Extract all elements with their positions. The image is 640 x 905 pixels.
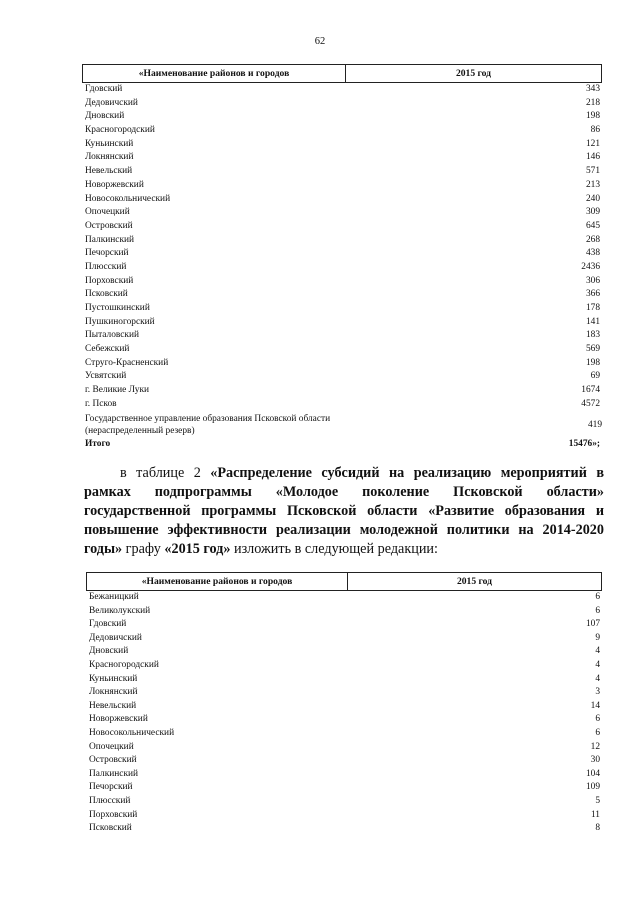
table-row [86, 618, 602, 632]
row-value: 14 [590, 700, 600, 711]
row-value: 240 [585, 193, 600, 204]
row-name: Палкинский [85, 234, 135, 245]
row-value: 571 [585, 166, 600, 177]
row-value: 419 [587, 419, 602, 430]
table-row [82, 275, 602, 289]
row-value: 30 [590, 755, 600, 766]
row-value: 198 [585, 357, 600, 368]
table-row [86, 700, 602, 714]
table-row [86, 659, 602, 673]
row-value: 645 [585, 220, 600, 231]
row-value: 4572 [581, 398, 600, 409]
row-value: 104 [585, 768, 600, 779]
table-row [82, 97, 602, 111]
table-row [82, 220, 602, 234]
table-row [82, 398, 602, 412]
table-row [82, 124, 602, 138]
amendment-text: в таблице 2 [120, 465, 211, 481]
row-value: 6 [595, 605, 600, 616]
table-row [86, 741, 602, 755]
table-row [82, 302, 602, 316]
row-name: Куньинский [89, 673, 138, 684]
row-name: Псковский [85, 289, 128, 300]
row-value: 146 [585, 152, 600, 163]
table-row [82, 151, 602, 165]
row-value: 109 [585, 782, 600, 793]
table-header [82, 64, 602, 83]
row-name: Красногородский [89, 659, 159, 670]
row-name: Дновский [85, 111, 125, 122]
row-name: Себежский [85, 344, 130, 355]
row-value: 213 [585, 179, 600, 190]
column-header-name: «Наименование районов и городов [83, 65, 346, 82]
row-value: 12 [590, 741, 600, 752]
row-value: 3 [595, 687, 600, 698]
page-number: 62 [314, 36, 326, 47]
table-row [86, 768, 602, 782]
row-name: Государственное управление образования Псковской области (нераспределенный резерв) [85, 413, 331, 436]
amendment-column-name: «2015 год» [164, 541, 231, 557]
row-name: Локнянский [85, 152, 134, 163]
row-value: 2436 [581, 261, 600, 272]
row-value: 6 [595, 592, 600, 602]
row-name: Бежаницкий [89, 592, 139, 602]
row-name: Островский [89, 755, 137, 766]
row-value: 107 [585, 619, 600, 630]
table-row [86, 781, 602, 795]
total-value: 15476»; [568, 438, 600, 449]
table-row [86, 795, 602, 809]
amendment-text: изложить в следующей редакции: [230, 541, 438, 557]
row-value: 218 [585, 97, 600, 108]
row-value: 178 [585, 303, 600, 313]
table-row [86, 673, 602, 687]
row-value: 4 [595, 673, 600, 684]
table-header [86, 572, 602, 591]
table-row [82, 193, 602, 207]
row-name: Островский [85, 220, 133, 231]
row-name: г. Великие Луки [85, 385, 150, 396]
row-name: Новосокольнический [85, 193, 171, 204]
row-name: Дедовичский [89, 632, 142, 643]
table-row [82, 329, 602, 343]
table-row [86, 727, 602, 741]
row-value: 86 [590, 125, 600, 136]
row-value: 438 [585, 248, 600, 259]
table-row [86, 686, 602, 700]
table-row [82, 370, 602, 384]
row-value: 183 [585, 330, 600, 341]
row-name: Пустошкинский [85, 303, 150, 313]
table-row [86, 605, 602, 619]
row-value: 9 [595, 632, 600, 643]
row-name: Новосокольнический [89, 727, 175, 738]
table-row [86, 822, 602, 836]
amendment-table-title: «Распределение субсидий на реализацию мероприятий в рамках подпрограммы «Молодое поколение Псковской области» государственной программы Псковской области «Развитие образования и повышение эффективности реализации молодежной политики на 2014-2020 годы» [84, 465, 604, 557]
row-value: 268 [585, 234, 600, 245]
row-name: Гдовский [85, 84, 123, 94]
table-row [82, 206, 602, 220]
table-row [82, 179, 602, 193]
row-value: 6 [595, 727, 600, 738]
row-name: Пыталовский [85, 330, 140, 341]
row-name: Усвятский [85, 371, 127, 382]
row-name: Опочецкий [89, 741, 134, 752]
row-name: Великолукский [89, 605, 151, 616]
amendment-paragraph [84, 464, 604, 559]
amendment-text: графу [122, 541, 165, 557]
row-value: 343 [585, 84, 600, 94]
row-name: Псковский [89, 823, 132, 834]
subsidy-table-2 [86, 572, 602, 836]
table-row-reserve [82, 412, 602, 438]
row-value: 366 [585, 289, 600, 300]
row-name: Порховский [89, 809, 138, 820]
subsidy-table-1 [82, 64, 602, 451]
row-value: 5 [595, 795, 600, 806]
column-header-name: «Наименование районов и городов [87, 573, 348, 590]
row-name: Гдовский [89, 619, 127, 630]
row-name: Порховский [85, 275, 134, 286]
table-row [82, 261, 602, 275]
table-row [86, 754, 602, 768]
row-name: Дедовичский [85, 97, 138, 108]
row-value: 4 [595, 646, 600, 657]
row-name: Куньинский [85, 138, 134, 149]
row-value: 6 [595, 714, 600, 725]
row-name: Невельский [89, 700, 137, 711]
table-row [82, 110, 602, 124]
row-value: 1674 [581, 385, 600, 396]
row-value: 309 [585, 207, 600, 218]
row-name: Палкинский [89, 768, 139, 779]
column-header-year: 2015 год [456, 576, 493, 587]
column-header-year: 2015 год [455, 68, 492, 79]
row-name: Новоржевский [85, 179, 144, 190]
row-value: 569 [585, 344, 600, 355]
table-row [86, 645, 602, 659]
table-row [86, 591, 602, 605]
row-name: Новоржевский [89, 714, 148, 725]
row-value: 121 [585, 138, 600, 149]
table-row [82, 316, 602, 330]
table-row [82, 343, 602, 357]
table-row [82, 165, 602, 179]
table-body [86, 591, 602, 836]
row-name: Локнянский [89, 687, 138, 698]
row-value: 306 [585, 275, 600, 286]
row-name: Печорский [89, 782, 133, 793]
table-body [82, 83, 602, 412]
row-value: 4 [595, 659, 600, 670]
table-row [86, 713, 602, 727]
table-row-total [82, 438, 602, 451]
row-name: Невельский [85, 166, 133, 177]
row-name: Плюсский [85, 261, 127, 272]
row-name: Печорский [85, 248, 129, 259]
row-name: Пушкиногорский [85, 316, 155, 327]
table-row [82, 83, 602, 97]
row-value: 8 [595, 823, 600, 834]
row-name: г. Псков [85, 398, 117, 409]
table-row [86, 632, 602, 646]
row-name: Красногородский [85, 125, 155, 136]
table-row [82, 247, 602, 261]
row-name: Опочецкий [85, 207, 130, 218]
table-row [82, 357, 602, 371]
row-name: Плюсский [89, 795, 131, 806]
table-row [82, 234, 602, 248]
table-row [82, 384, 602, 398]
table-row [82, 288, 602, 302]
row-value: 69 [590, 371, 600, 382]
table-row [82, 138, 602, 152]
row-name: Струго-Красненский [85, 357, 169, 368]
row-value: 11 [590, 809, 600, 820]
row-value: 141 [585, 316, 600, 327]
row-value: 198 [585, 111, 600, 122]
table-row [86, 809, 602, 823]
row-name: Дновский [89, 646, 129, 657]
total-label: Итого [85, 438, 111, 449]
